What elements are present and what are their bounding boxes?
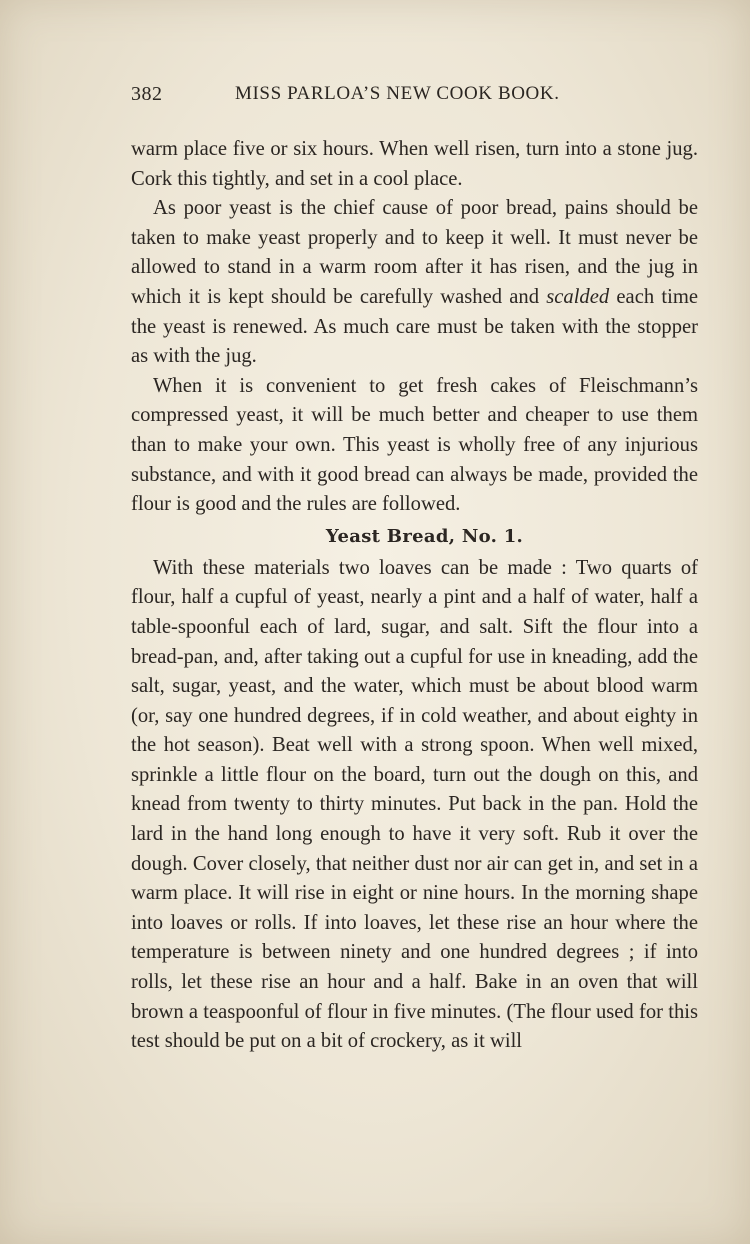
paragraph-compressed-yeast: When it is convenient to get fresh cakes of Fleischmann’s compressed yeast, it will be much better and cheaper to use them than to make your own. This yeast is wholly free of any injurious substance, and with it good bread can always be made, provided the flour is good and the rules are followed.: [131, 374, 698, 516]
running-head: [131, 83, 698, 111]
paragraph-yeast-care-text-start: As poor yeast is the chief cause of poor bread, pains should be taken to make yeast properly and to keep it well. It must never be allowed to stand in a warm room after it has risen, and the jug in which it is kept should be carefully washed and: [131, 197, 698, 308]
page-body: [131, 135, 698, 1057]
paragraph-yeast-care: [131, 194, 698, 372]
italic-word-scalded: scalded: [546, 285, 610, 308]
paragraph-yeast-care-text-end: each time the yeast is renewed. As much care must be taken with the stopper as with the jug.: [131, 285, 698, 368]
paragraph-recipe-instructions: With these materials two loaves can be made : Two quarts of flour, half a cupful of yeast, nearly a pint and a half of water, half a table-spoonful each of lard, sugar, and salt. Sift the flour into a bread-pan, and, after taking out a cupful for use in kneading, add the salt, sugar, yeast, and the water, which must be about blood warm (or, say one hundred degrees, if in cold weather, and about eighty in the hot season). Beat well with a strong spoon. When well mixed, sprinkle a little flour on the board, turn out the dough on this, and knead from twenty to thirty minutes. Put back in the pan. Hold the lard in the hand long enough to have it very soft. Rub it over the dough. Cover closely, that neither dust nor air can get in, and set in a warm place. It will rise in eight or nine hours. In the morning shape into loaves or rolls. If into loaves, let these rise an hour where the temperature is between ninety and one hundred degrees ; if into rolls, let these rise an hour and a half. Bake in an oven that will brown a teaspoonful of flour in five minutes. (The flour used for this test should be put on a bit of crockery, as it will: [131, 556, 698, 1053]
page-number: 382: [131, 83, 163, 105]
paragraph-continuation: warm place five or six hours. When well risen, turn into a stone jug. Cork this tightly, and set in a cool place.: [131, 138, 698, 190]
book-title: MISS PARLOA’S NEW COOK BOOK.: [235, 83, 560, 104]
recipe-heading: Yeast Bread, No. 1.: [325, 525, 524, 547]
